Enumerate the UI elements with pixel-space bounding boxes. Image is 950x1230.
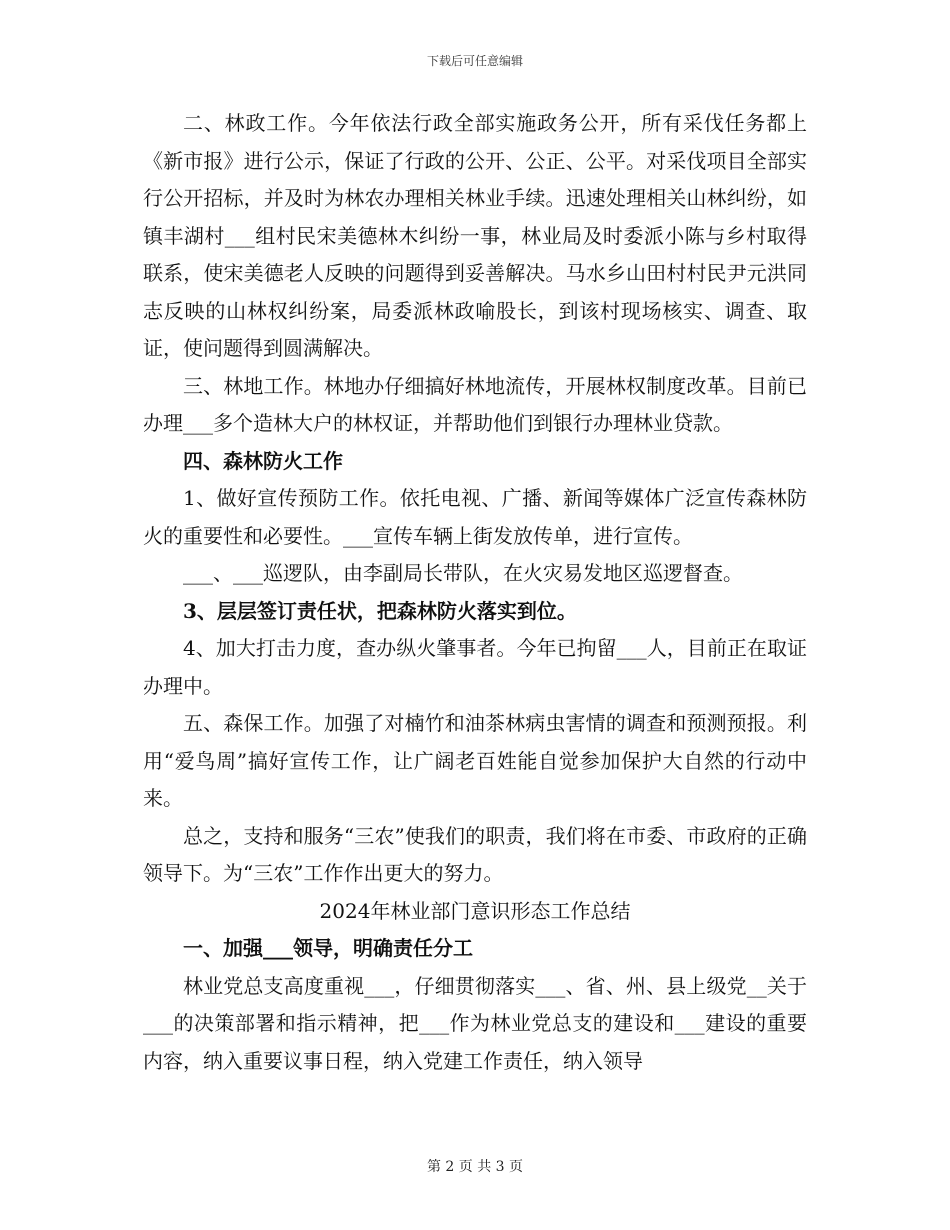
heading-fire-prevention: 四、森林防火工作 [183,448,343,473]
paragraph-patrol-team: ___、___巡逻队，由李副局长带队，在火灾易发地区巡逻督查。 [183,561,743,585]
paragraph-forest-land: 三、林地工作。林地办仔细搞好林地流传，开展林权制度改革。目前已办理___多个造林大户的林权证，并帮助他们到银行办理林业贷款。 [143,373,807,435]
paragraph-summary: 总之，支持和服务“三农”使我们的职责，我们将在市委、市政府的正确领导下。为“三农”工作作出更大的努力。 [143,823,807,885]
page-header-note: 下载后可任意编辑 [426,54,523,68]
paragraph-forest-protection: 五、森保工作。加强了对楠竹和油茶林病虫害情的调查和预测预报。利用“爱鸟周”搞好宣传工作，让广阔老百姓能自觉参加保护大自然的行动中来。 [143,711,807,810]
paragraph-forestry-administration: 二、林政工作。今年依法行政全部实施政务公开，所有采伐任务都上《新市报》进行公示，保证了行政的公开、公正、公平。对采伐项目全部实行公开招标，并及时为林农办理相关林业手续。迅速处理相关山林纠纷，如镇丰湖村___组村民宋美德林木纠纷一事，林业局及时委派小陈与乡村取得联系，使宋美德老人反映的问题得到妥善解决。马水乡山田村村民尹元洪同志反映的山林权纠纷案，局委派林政喻股长，到该村现场核实、调查、取证，使问题得到圆满解决。 [143,111,807,360]
section-title: 2024年林业部门意识形态工作总结 [319,898,631,923]
page-number: 第 2 页 共 3 页 [426,1159,524,1175]
paragraph-fire-publicity: 1、做好宣传预防工作。依托电视、广播、新闻等媒体广泛宣传森林防火的重要性和必要性。___宣传车辆上街发放传单，进行宣传。 [143,486,807,548]
paragraph-crackdown: 4、加大打击力度，查办纵火肇事者。今年已拘留___人，目前正在取证办理中。 [143,636,807,698]
heading-responsibility: 3、层层签订责任状，把森林防火落实到位。 [183,598,577,623]
document-body [143,105,807,1080]
paragraph-party-branch: 林业党总支高度重视___，仔细贯彻落实___、省、州、县上级党__关于___的决策部署和指示精神，把___作为林业党总支的建设和___建设的重要内容，纳入重要议事日程，纳入党建工作责任，纳入领导 [143,973,807,1073]
heading-leadership: 一、加强___领导，明确责任分工 [183,936,473,960]
